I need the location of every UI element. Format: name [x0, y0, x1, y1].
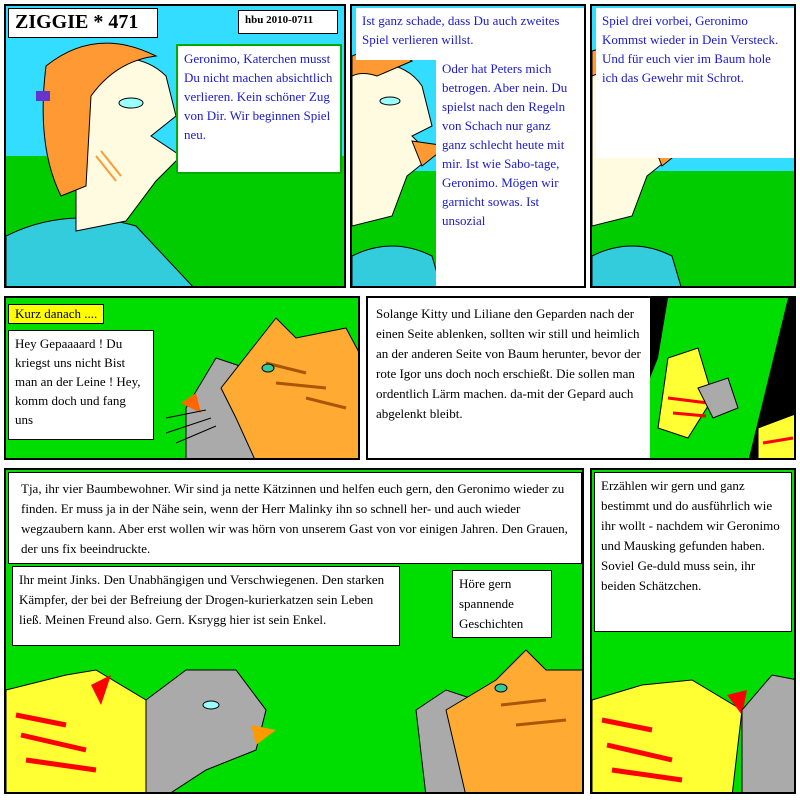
panel-2	[350, 4, 586, 288]
panel-1	[4, 4, 346, 288]
panel-4	[4, 296, 360, 460]
panel-7	[590, 468, 796, 794]
speech-bubble-p2-top: Ist ganz schade, dass Du auch zweites Spiel verlieren willst.	[356, 8, 584, 60]
panel-6	[4, 468, 584, 794]
narration-p5: Solange Kitty und Liliane den Geparden nach der einen Seite ablenken, sollten wir still und heimlich an der anderen Seite von Baum herunter, bevor der rote Igor uns doch noch erschießt. Die sollen man ordentlich Lärm machen. da-mit der Gepard auch abgelenkt bleibt.	[370, 300, 650, 458]
comic-title: ZIGGIE * 471	[8, 8, 158, 38]
speech-bubble-p2-body: Oder hat Peters mich betrogen. Aber nein. Du spielst nach den Regeln von Schach nur ganz ganz schlecht heute mit mir. Ist wie Sabo-tage, Geronimo. Mögen wir garnicht sowas. Ist unsozial	[436, 56, 584, 286]
narration-p6: Tja, ihr vier Baumbewohner. Wir sind ja nette Kätzinnen und helfen euch gern, den Geronimo wieder zu finden. Er muss ja in der Nähe sein, wenn der Herr Malinky ihn so schnell her- und auch wieder wegzaubern kann. Aber erst wollen wir was hörn von unserem Gast von vor einigen Jahren. Den Grauen, der uns fix beeindruckte.	[8, 472, 582, 564]
speech-bubble-p3: Spiel drei vorbei, Geronimo Kommst wieder in Dein Versteck. Und für euch vier im Baum hole ich das Gewehr mit Schrot.	[596, 8, 794, 158]
caption-time: Kurz danach ....	[8, 304, 104, 324]
speech-bubble-p6-left: Ihr meint Jinks. Den Unabhängigen und Verschwiegenen. Den starken Kämpfer, der bei der Befreiung der Drogen-kurierkatzen sein Leben ließ. Meinen Freund also. Gern. Ksrygg hier ist sein Enkel.	[12, 566, 400, 646]
speech-bubble-p1: Geronimo, Katerchen musst Du nicht machen absichtlich verlieren. Kein schöner Zug von Dir. Wir beginnen Spiel neu.	[176, 44, 342, 174]
speech-bubble-p6-right: Höre gern spannende Geschichten	[452, 570, 552, 638]
narration-p7: Erzählen wir gern und ganz bestimmt und do ausführlich wie ihr wollt - nachdem wir Geronimo und Mausking gefunden haben. Soviel Ge-duld muss sein, ihr beiden Schätzchen.	[594, 472, 792, 632]
panel-3	[590, 4, 796, 288]
speech-bubble-p4: Hey Gepaaaard ! Du kriegst uns nicht Bist man an der Leine ! Hey, komm doch und fang uns	[8, 330, 154, 440]
panel-5	[366, 296, 796, 460]
author-tag: hbu 2010-0711	[238, 10, 338, 34]
